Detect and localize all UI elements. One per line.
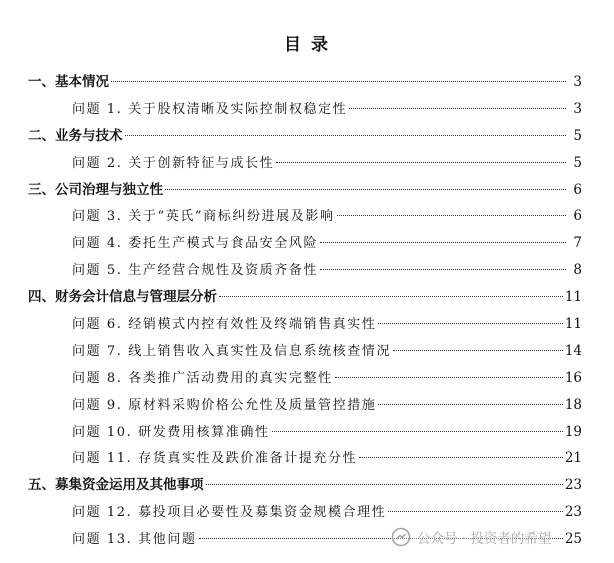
toc-entry-label: 问题 2. 关于创新特征与成长性 <box>72 155 275 171</box>
toc-page-number: 14 <box>564 342 582 359</box>
toc-entry-label: 二、业务与技术 <box>28 127 123 144</box>
toc-section-basic-info[interactable] <box>28 69 582 96</box>
toc-question-8[interactable] <box>28 365 582 392</box>
toc-question-12[interactable] <box>28 499 582 526</box>
toc-entry-label: 问题 6. 经销模式内控有效性及终端销售真实性 <box>72 317 377 333</box>
watermark <box>391 524 551 550</box>
toc-title: 目 录 <box>284 35 330 55</box>
toc-page-number: 6 <box>573 181 582 198</box>
toc-page-number: 6 <box>573 208 582 225</box>
toc-page-number: 23 <box>564 477 582 494</box>
toc-page-number: 16 <box>564 369 582 386</box>
toc-section-financial-analysis[interactable] <box>28 284 582 311</box>
watermark-text: 公众号 · 投资者的希望 <box>417 531 552 547</box>
dot-leader <box>125 135 567 136</box>
dot-leader <box>359 457 563 458</box>
toc-question-1[interactable] <box>28 96 582 123</box>
toc-page-number: 11 <box>564 289 582 306</box>
toc-entry-label: 一、基本情况 <box>28 74 109 90</box>
toc-entry-label: 问题 7. 线上销售收入真实性及信息系统核查情况 <box>72 343 392 359</box>
toc-entry-label: 五、募集资金运用及其他事项 <box>28 477 204 494</box>
toc-question-10[interactable] <box>28 419 582 446</box>
dot-leader <box>219 296 563 297</box>
dot-leader <box>272 431 563 432</box>
dot-leader <box>393 350 563 351</box>
toc-question-4[interactable] <box>28 230 582 257</box>
wechat-official-account-icon <box>391 527 411 547</box>
toc-list <box>28 69 582 553</box>
toc-entry-label: 问题 1. 关于股权清晰及实际控制权稳定性 <box>72 101 348 117</box>
dot-leader <box>165 189 566 190</box>
toc-page-number: 3 <box>573 74 582 90</box>
toc-question-3[interactable] <box>28 203 582 230</box>
toc-entry-label: 三、公司治理与独立性 <box>28 181 163 198</box>
toc-entry-label: 问题 5. 生产经营合规性及资质齐备性 <box>72 263 319 279</box>
toc-entry-label: 问题 4. 委托生产模式与食品安全风险 <box>72 236 319 252</box>
dot-leader <box>388 511 562 512</box>
toc-entry-label: 问题 13. 其他问题 <box>72 532 197 548</box>
toc-question-6[interactable] <box>28 311 582 338</box>
dot-leader <box>206 484 563 485</box>
toc-entry-label: 问题 8. 各类推广活动费用的真实完整性 <box>72 370 333 386</box>
dot-leader <box>349 108 566 109</box>
toc-page-number: 18 <box>564 396 582 413</box>
toc-page-number: 19 <box>564 423 582 440</box>
toc-section-governance[interactable] <box>28 177 582 204</box>
toc-section-business-technology[interactable] <box>28 123 582 150</box>
toc-entry-label: 问题 9. 原材料采购价格公允性及质量管控措施 <box>72 397 377 413</box>
dot-leader <box>335 377 563 378</box>
dot-leader <box>320 269 566 270</box>
dot-leader <box>337 215 566 216</box>
toc-page-number: 21 <box>564 450 582 467</box>
toc-page-number: 25 <box>564 531 582 548</box>
toc-entry-label: 问题 12. 募投项目必要性及募集资金规模合理性 <box>72 505 387 521</box>
toc-question-11[interactable] <box>28 445 582 472</box>
toc-entry-label: 问题 3. 关于“英氏”商标纠纷进展及影响 <box>72 209 335 225</box>
toc-entry-label: 四、财务会计信息与管理层分析 <box>28 289 217 306</box>
toc-question-2[interactable] <box>28 150 582 177</box>
toc-entry-label: 问题 10. 研发费用核算准确性 <box>72 424 270 440</box>
toc-page-number: 3 <box>573 100 582 117</box>
toc-question-5[interactable] <box>28 257 582 284</box>
dot-leader <box>320 242 566 243</box>
toc-question-7[interactable] <box>28 338 582 365</box>
toc-page-number: 7 <box>573 235 582 252</box>
toc-question-9[interactable] <box>28 392 582 419</box>
toc-page-number: 5 <box>573 127 582 144</box>
dot-leader <box>276 162 566 163</box>
toc-page-number: 8 <box>573 262 582 279</box>
toc-page-number: 23 <box>564 504 582 521</box>
toc-page-number: 11 <box>564 316 582 333</box>
dot-leader <box>378 323 562 324</box>
dot-leader <box>111 81 566 82</box>
dot-leader <box>378 404 562 405</box>
toc-section-fundraising[interactable] <box>28 472 582 499</box>
toc-entry-label: 问题 11. 存货真实性及跌价准备计提充分性 <box>72 451 358 467</box>
toc-page-number: 5 <box>573 154 582 171</box>
